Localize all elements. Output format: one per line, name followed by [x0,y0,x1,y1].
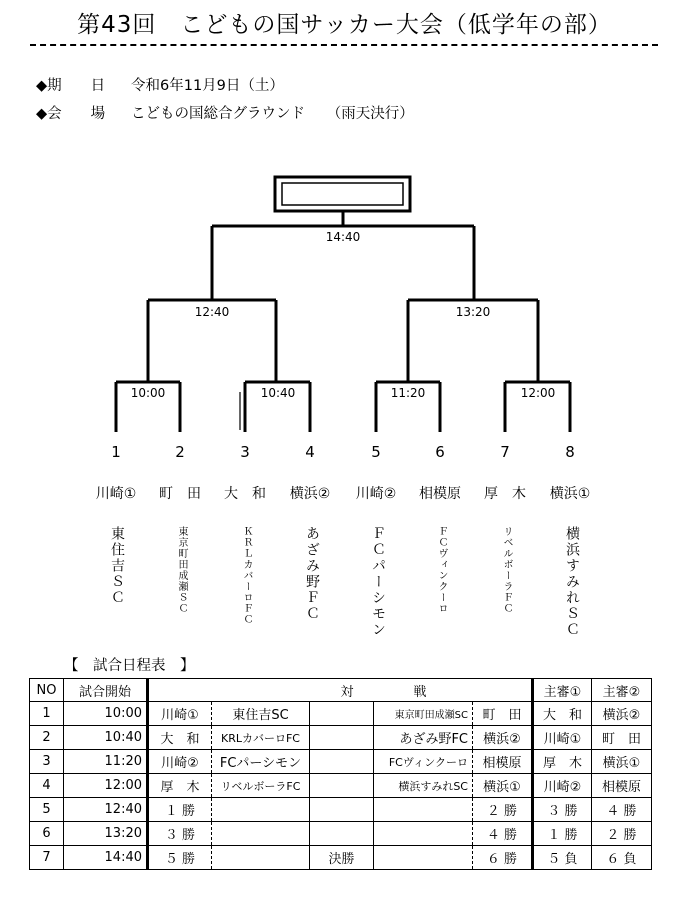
cell-ref1: 川崎② [533,774,592,798]
time-final: 14:40 [325,230,361,244]
team-name-vertical: あざみ野ＦＣ [304,526,320,622]
cell-ref1: １ 勝 [533,822,592,846]
date-label: ◆期 日 [36,78,106,94]
team-name-vertical: ＦＣヴィンクーロ [436,526,447,614]
header-ref1: 主審① [533,679,592,702]
cell-home-team [212,822,310,846]
cell-ref2: 町 田 [592,726,652,750]
cell-no: 2 [30,726,64,750]
cell-home: １ 勝 [148,798,212,822]
cell-center [310,750,374,774]
venue-value: こどもの国総合グラウンド （雨天決行） [131,106,414,122]
time-q1: 10:00 [130,386,166,400]
cell-away: 町 田 [473,702,533,726]
team-region: 大 和 [224,486,266,502]
table-header-row [30,679,652,702]
cell-away-team: FCヴィンクーロ [374,750,473,774]
team-name-vertical: 東住吉ＳＣ [109,526,125,606]
team-region: 厚 木 [484,486,526,502]
cell-ref1: 川崎① [533,726,592,750]
cell-home-team: KRLカバーロFC [212,726,310,750]
cell-away-team: 横浜すみれSC [374,774,473,798]
cell-home-team [212,798,310,822]
team-name-vertical: 横浜すみれＳＣ [564,526,580,638]
cell-away: ６ 勝 [473,846,533,870]
cell-home-team: 東住吉SC [212,702,310,726]
cell-time: 12:40 [64,798,148,822]
cell-time: 12:00 [64,774,148,798]
cell-center [310,798,374,822]
final-bracket-line [212,211,474,300]
header-match-b: 戦 [374,679,533,702]
cell-no: 7 [30,846,64,870]
header-ref2: 主審② [592,679,652,702]
time-q4: 12:00 [520,386,556,400]
cell-away-team: あざみ野FC [374,726,473,750]
header-start: 試合開始 [64,679,148,702]
time-q3: 11:20 [390,386,426,400]
team-number: 5 [371,443,381,461]
team-number: 4 [305,443,315,461]
cell-center [310,774,374,798]
cell-center [310,702,374,726]
team-name-vertical: 東京町田成瀬ＳＣ [176,526,187,614]
cell-home: 大 和 [148,726,212,750]
time-semi2: 13:20 [455,305,491,319]
team-region: 相模原 [419,486,461,502]
cell-no: 5 [30,798,64,822]
team-name-vertical: リベルボーラＦＣ [501,526,512,614]
cell-center [310,822,374,846]
team-region: 横浜① [549,486,591,502]
team-name-vertical: ＫＲＬカバーロＦＣ [241,526,252,625]
time-q2: 10:40 [260,386,296,400]
team-region: 町 田 [159,486,201,502]
header-no: NO [30,679,64,702]
cell-ref1: 大 和 [533,702,592,726]
table-row [30,750,652,774]
cell-ref2: ４ 勝 [592,798,652,822]
header-match-a: 対 [148,679,374,702]
team-number: 7 [500,443,510,461]
table-row [30,846,652,870]
schedule-table [29,678,652,870]
cell-home: 川崎① [148,702,212,726]
schedule-title: 【 試合日程表 】 [64,658,195,674]
cell-no: 6 [30,822,64,846]
team-number: 3 [240,443,250,461]
cell-home: ５ 勝 [148,846,212,870]
cell-home-team: リベルボーラFC [212,774,310,798]
cell-ref1: ５ 負 [533,846,592,870]
table-row [30,774,652,798]
cell-ref1: ３ 勝 [533,798,592,822]
cell-away: 相模原 [473,750,533,774]
cell-ref2: 横浜② [592,702,652,726]
page-title: 第43回 こどもの国サッカー大会（低学年の部） [77,12,612,38]
cell-no: 3 [30,750,64,774]
cell-away: ４ 勝 [473,822,533,846]
champion-box-outer [275,177,410,211]
cell-away-team [374,798,473,822]
cell-time: 13:20 [64,822,148,846]
cell-ref1: 厚 木 [533,750,592,774]
cell-away: 横浜② [473,726,533,750]
team-number: 1 [111,443,121,461]
cell-home: 川崎② [148,750,212,774]
cell-time: 14:40 [64,846,148,870]
cell-away-team [374,822,473,846]
cell-center [310,726,374,750]
table-row [30,798,652,822]
table-row [30,726,652,750]
cell-time: 10:40 [64,726,148,750]
team-region: 川崎② [355,486,397,502]
cell-ref2: 相模原 [592,774,652,798]
time-semi1: 12:40 [194,305,230,319]
cell-home-team: FCパーシモン [212,750,310,774]
cell-home: ３ 勝 [148,822,212,846]
cell-home: 厚 木 [148,774,212,798]
table-row [30,702,652,726]
team-number: 6 [435,443,445,461]
cell-home-team [212,846,310,870]
venue-label: ◆会 場 [36,106,106,122]
cell-away: ２ 勝 [473,798,533,822]
cell-time: 10:00 [64,702,148,726]
cell-away-team [374,846,473,870]
cell-ref2: ２ 勝 [592,822,652,846]
team-region: 横浜② [289,486,331,502]
cell-ref2: 横浜① [592,750,652,774]
cell-away: 横浜① [473,774,533,798]
cell-no: 4 [30,774,64,798]
team-number: 2 [175,443,185,461]
table-row [30,822,652,846]
champion-box-inner [282,183,403,205]
team-region: 川崎① [95,486,137,502]
cell-time: 11:20 [64,750,148,774]
team-name-vertical: ＦＣパーシモン [370,526,386,638]
cell-away-team: 東京町田成瀬SC [374,702,473,726]
cell-no: 1 [30,702,64,726]
cell-ref2: ６ 負 [592,846,652,870]
date-value: 令和6年11月9日（土） [131,78,284,94]
cell-center: 決勝 [310,846,374,870]
team-number: 8 [565,443,575,461]
